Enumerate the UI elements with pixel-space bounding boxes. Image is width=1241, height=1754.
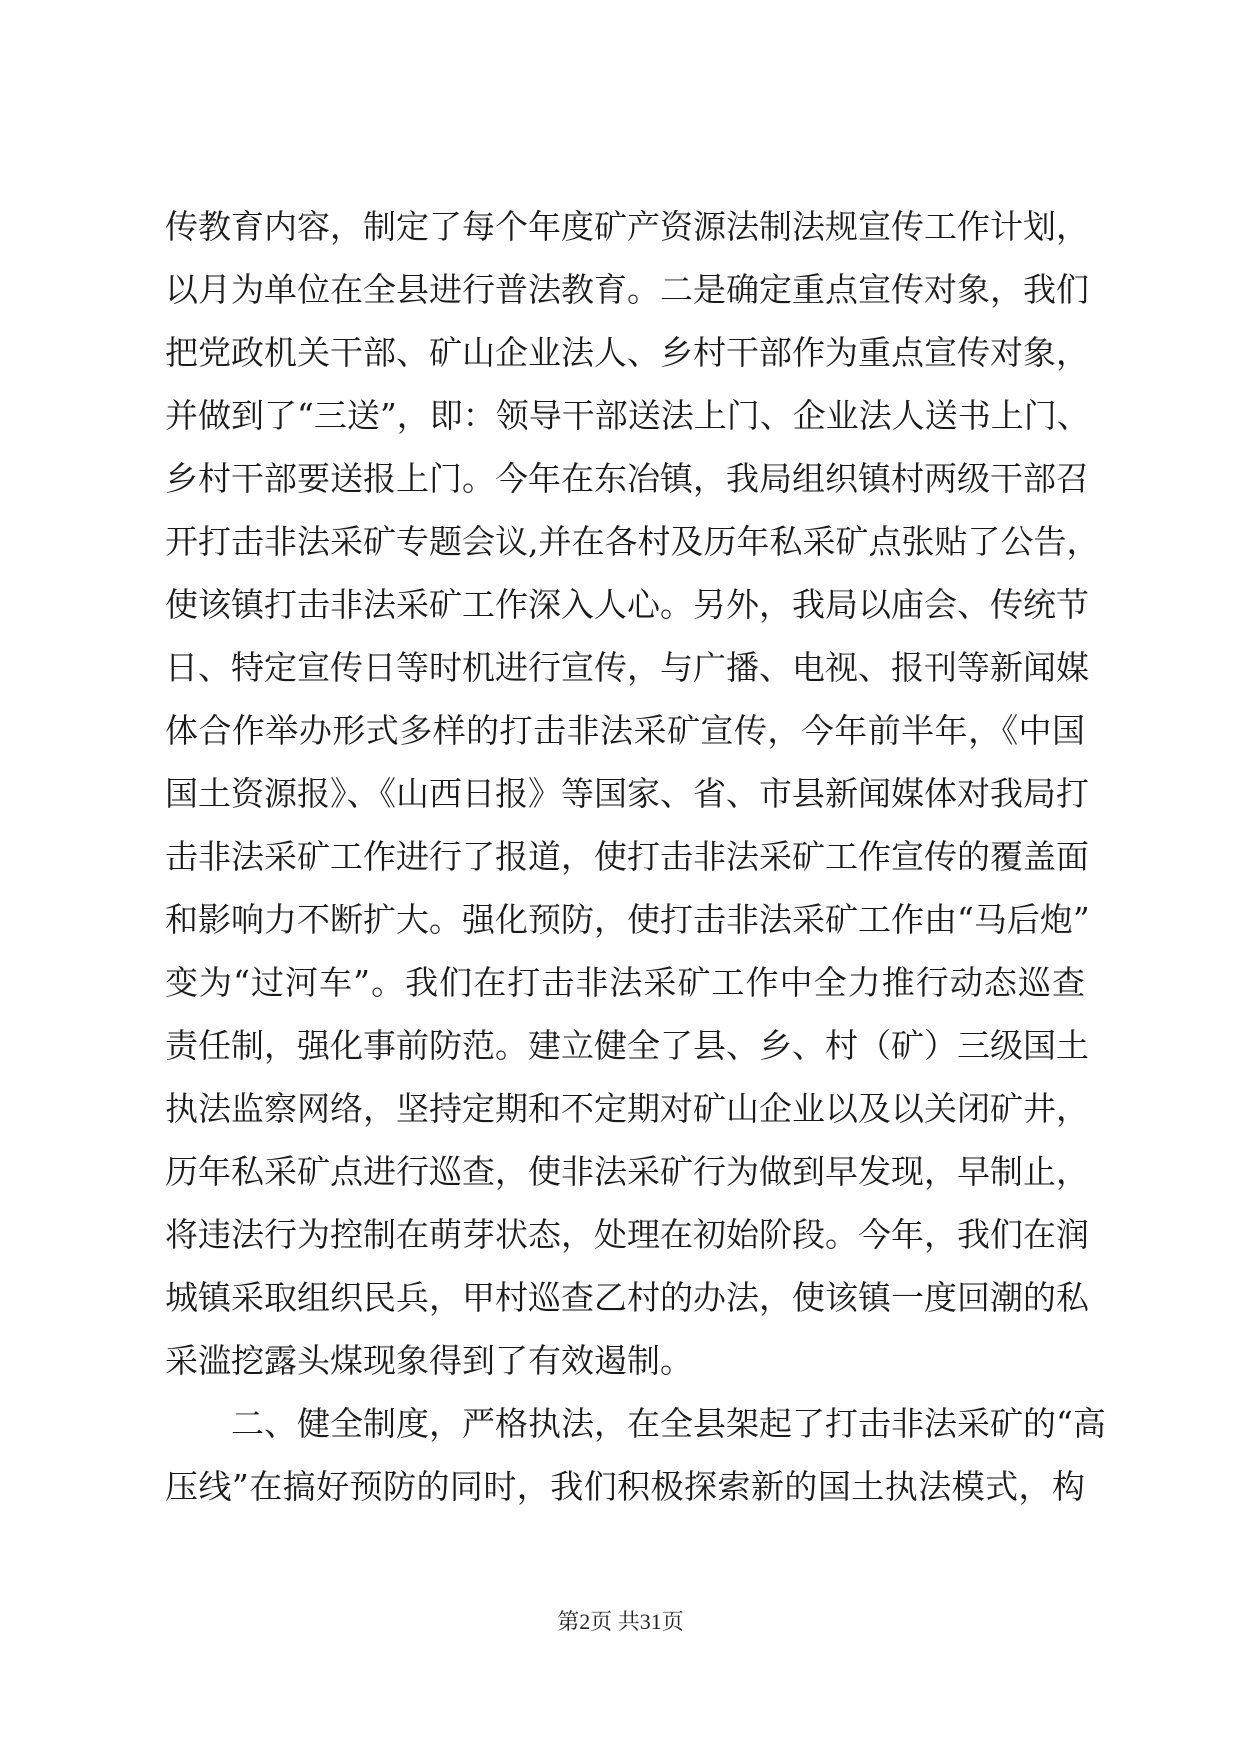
text-line: 和影响力不断扩大。强化预防，使打击非法采矿工作由“马后炮” bbox=[165, 900, 1090, 939]
text-line: 国土资源报》、《山西日报》等国家、省、市县新闻媒体对我局打 bbox=[165, 774, 1089, 813]
text-line: 击非法采矿工作进行了报道，使打击非法采矿工作宣传的覆盖面 bbox=[165, 837, 1089, 876]
text-line: 城镇采取组织民兵，甲村巡查乙村的办法，使该镇一度回潮的私 bbox=[165, 1278, 1089, 1317]
text-line: 责任制，强化事前防范。建立健全了县、乡、村（矿）三级国土 bbox=[165, 1026, 1089, 1065]
text-line: 历年私采矿点进行巡查，使非法采矿行为做到早发现，早制止， bbox=[165, 1152, 1089, 1191]
text-line: 乡村干部要送报上门。今年在东冶镇，我局组织镇村两级干部召 bbox=[165, 459, 1089, 498]
text-line: 日、特定宣传日等时机进行宣传，与广播、电视、报刊等新闻媒 bbox=[165, 648, 1089, 687]
text-line: 以月为单位在全县进行普法教育。二是确定重点宣传对象，我们 bbox=[165, 270, 1089, 309]
section-heading-line: 二、健全制度，严格执法，在全县架起了打击非法采矿的“高 bbox=[231, 1404, 1106, 1443]
text-line: 变为“过河车”。我们在打击非法采矿工作中全力推行动态巡查 bbox=[165, 963, 1085, 1002]
text-line: 将违法行为控制在萌芽状态，处理在初始阶段。今年，我们在润 bbox=[165, 1215, 1089, 1254]
text-line: 采滥挖露头煤现象得到了有效遏制。 bbox=[165, 1341, 693, 1380]
body-text bbox=[165, 195, 1106, 1518]
text-line: 传教育内容，制定了每个年度矿产资源法制法规宣传工作计划， bbox=[165, 207, 1089, 246]
text-line: 压线”在搞好预防的同时，我们积极探索新的国土执法模式，构 bbox=[165, 1467, 1085, 1506]
text-line: 开打击非法采矿专题会议,并在各村及历年私采矿点张贴了公告， bbox=[165, 522, 1100, 561]
text-line: 使该镇打击非法采矿工作深入人心。另外，我局以庙会、传统节 bbox=[165, 585, 1089, 624]
text-line: 执法监察网络，坚持定期和不定期对矿山企业以及以关闭矿井， bbox=[165, 1089, 1089, 1128]
text-line: 把党政机关干部、矿山企业法人、乡村干部作为重点宣传对象， bbox=[165, 333, 1089, 372]
page-footer: 第2页 共31页 bbox=[557, 1609, 684, 1634]
text-line: 并做到了“三送”，即：领导干部送法上门、企业法人送书上门、 bbox=[165, 396, 1090, 435]
text-line: 体合作举办形式多样的打击非法采矿宣传，今年前半年，《中国 bbox=[165, 711, 1085, 750]
